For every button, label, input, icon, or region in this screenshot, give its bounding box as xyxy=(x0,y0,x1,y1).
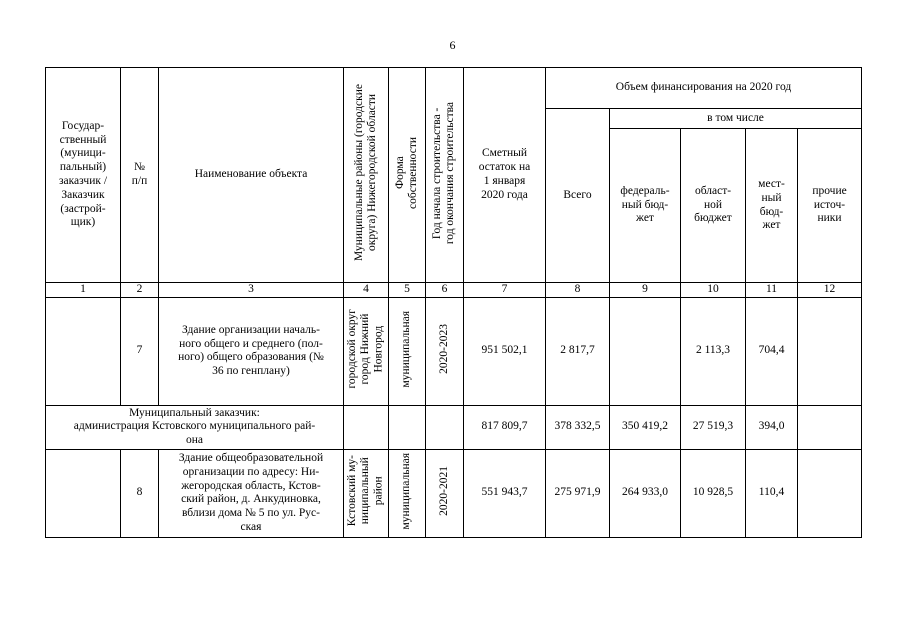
row-estimate: 551 943,7 xyxy=(464,449,546,537)
row-regional: 10 928,5 xyxy=(681,449,746,537)
header-districts-text: Муниципальные районы (городские округа) Нижегородской области xyxy=(352,84,378,262)
column-number: 8 xyxy=(546,283,610,298)
header-regional: област- ной бюджет xyxy=(681,129,746,283)
row-federal xyxy=(610,297,681,405)
row-object-name: Здание организации началь- ного общего и среднего (пол- ного) общего образования (№ 36 по генплану) xyxy=(159,297,344,405)
row-customer xyxy=(46,297,121,405)
header-ownership-text: Форма собственности xyxy=(393,136,419,209)
row-years-text: 2020-2021 xyxy=(437,465,450,516)
row-years-text: 2020-2023 xyxy=(437,323,450,374)
row-years xyxy=(426,449,464,537)
column-number: 2 xyxy=(121,283,159,298)
subtotal-estimate: 817 809,7 xyxy=(464,405,546,449)
row-ownership xyxy=(389,297,426,405)
header-ownership xyxy=(389,68,426,283)
column-number: 4 xyxy=(344,283,389,298)
subtotal-label: Муниципальный заказчик: администрация Кстовского муниципального рай- она xyxy=(46,405,344,449)
column-number: 11 xyxy=(746,283,798,298)
header-years-text: Год начала строительства - год окончания строительства xyxy=(431,101,457,244)
subtotal-regional: 27 519,3 xyxy=(681,405,746,449)
row-years xyxy=(426,297,464,405)
column-number: 10 xyxy=(681,283,746,298)
row-estimate: 951 502,1 xyxy=(464,297,546,405)
column-number: 3 xyxy=(159,283,344,298)
column-number: 5 xyxy=(389,283,426,298)
financing-table xyxy=(45,67,862,538)
row-district-text: Кстовский му- ниципальный район xyxy=(346,455,385,527)
row-number: 8 xyxy=(121,449,159,537)
row-district xyxy=(344,297,389,405)
table-row xyxy=(46,297,862,405)
subtotal-row xyxy=(46,405,862,449)
header-total: Всего xyxy=(546,109,610,283)
header-districts xyxy=(344,68,389,283)
column-number: 9 xyxy=(610,283,681,298)
table-row xyxy=(46,449,862,537)
column-number-row xyxy=(46,283,862,298)
row-regional: 2 113,3 xyxy=(681,297,746,405)
row-local: 704,4 xyxy=(746,297,798,405)
subtotal-total: 378 332,5 xyxy=(546,405,610,449)
row-district-text: городской округ город Нижний Новгород xyxy=(346,309,385,389)
row-district xyxy=(344,449,389,537)
row-customer xyxy=(46,449,121,537)
row-local: 110,4 xyxy=(746,449,798,537)
subtotal-district xyxy=(344,405,389,449)
header-number: № п/п xyxy=(121,68,159,283)
header-customer: Государ- ственный (муници- пальный) заказчик / Заказчик (застрой- щик) xyxy=(46,68,121,283)
header-local: мест- ный бюд- жет xyxy=(746,129,798,283)
column-number: 12 xyxy=(798,283,862,298)
header-years xyxy=(426,68,464,283)
row-number: 7 xyxy=(121,297,159,405)
subtotal-local: 394,0 xyxy=(746,405,798,449)
page-number: 6 xyxy=(449,38,456,52)
row-other xyxy=(798,449,862,537)
row-ownership xyxy=(389,449,426,537)
subtotal-federal: 350 419,2 xyxy=(610,405,681,449)
header-other: прочие источ- ники xyxy=(798,129,862,283)
header-including: в том числе xyxy=(610,109,862,129)
header-object-name: Наименование объекта xyxy=(159,68,344,283)
header-estimate: Сметный остаток на 1 января 2020 года xyxy=(464,68,546,283)
header-federal: федераль- ный бюд- жет xyxy=(610,129,681,283)
column-number: 1 xyxy=(46,283,121,298)
row-federal: 264 933,0 xyxy=(610,449,681,537)
row-total: 275 971,9 xyxy=(546,449,610,537)
subtotal-years xyxy=(426,405,464,449)
subtotal-ownership xyxy=(389,405,426,449)
row-ownership-text: муниципальная xyxy=(400,452,413,530)
row-ownership-text: муниципальная xyxy=(400,310,413,388)
row-object-name: Здание общеобразовательной организации по адресу: Ни- жегородская область, Кстов- ский район, д. Анкудиновка, вблизи дома № 5 по ул. Рус- ская xyxy=(159,449,344,537)
row-other xyxy=(798,297,862,405)
row-total: 2 817,7 xyxy=(546,297,610,405)
column-number: 6 xyxy=(426,283,464,298)
subtotal-other xyxy=(798,405,862,449)
header-financing: Объем финансирования на 2020 год xyxy=(546,68,862,109)
column-number: 7 xyxy=(464,283,546,298)
